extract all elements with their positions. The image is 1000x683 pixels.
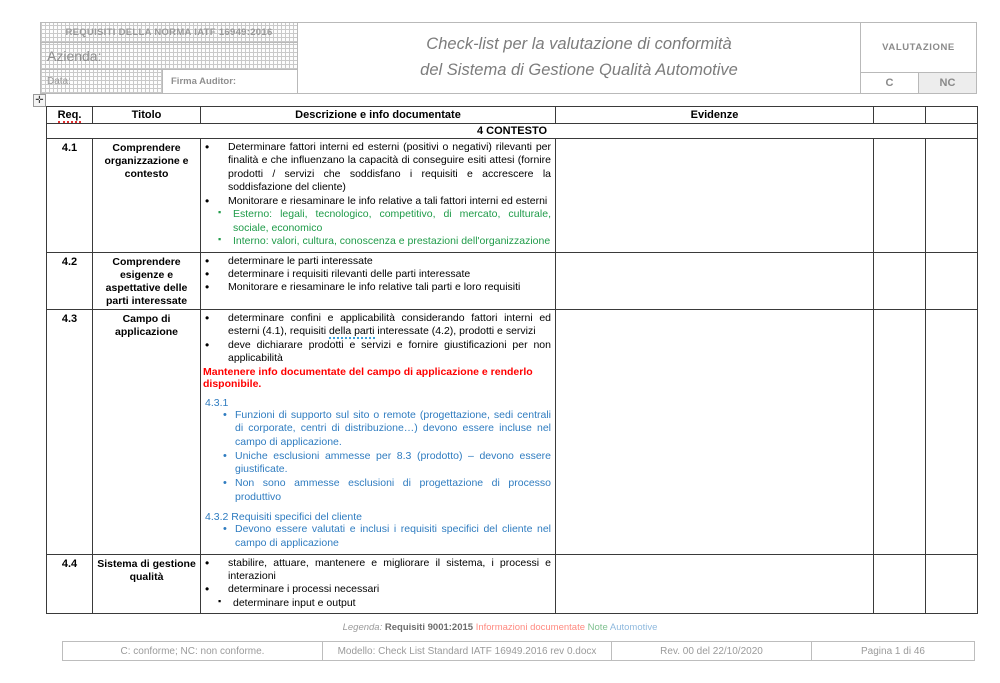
legend-informazioni-documentate: Informazioni documentate <box>475 622 586 633</box>
column-header-req-label: Req. <box>57 109 82 121</box>
red-mandatory-note: Mantenere info documentate del campo di applicazione e renderlo disponibile. <box>203 365 533 390</box>
data-field[interactable]: Data: <box>41 70 163 93</box>
column-header-evidenze: Evidenze <box>556 107 874 124</box>
bullet-list <box>203 255 551 295</box>
row-evidenze[interactable] <box>556 310 874 555</box>
row-descrizione <box>201 139 556 253</box>
bullet-list <box>203 312 551 366</box>
footer-modello: Modello: Check List Standard IATF 16949.2016 rev 0.docx <box>323 642 612 660</box>
row-titolo: Sistema di gestione qualità <box>93 554 201 614</box>
table-row <box>47 139 978 253</box>
legend-automotive: Automotive <box>609 622 658 633</box>
subsection-431-label: 4.3.1 <box>205 396 229 409</box>
valutazione-block <box>861 23 976 93</box>
row-valutazione-c[interactable] <box>874 310 926 555</box>
list-item <box>216 312 551 339</box>
row-valutazione-nc[interactable] <box>926 554 978 614</box>
table-row <box>47 310 978 555</box>
footer-revisione: Rev. 00 del 22/10/2020 <box>612 642 812 660</box>
table-header-row <box>47 107 978 124</box>
row-descrizione <box>201 310 556 555</box>
list-item: • Funzioni di supporto sul sito o remote (progettazione, sedi centrali di corporate, centri di distribuzione…) devono essere incluse nel campo di applicazione. <box>235 409 551 450</box>
row-descrizione <box>201 554 556 614</box>
row-valutazione-nc[interactable] <box>926 310 978 555</box>
list-item: • Non sono ammesse esclusioni di progettazione di processo produttivo <box>235 477 551 504</box>
list-item-misspelled-text: della parti <box>328 325 375 338</box>
list-item-text-b: interessate (4.2), prodotti e servizi <box>374 325 536 338</box>
list-item: • Uniche esclusioni ammesse per 8.3 (prodotto) – devono essere giustificate. <box>235 450 551 477</box>
column-header-c <box>874 107 926 124</box>
row-valutazione-nc[interactable] <box>926 252 978 310</box>
firma-auditor-field[interactable]: Firma Auditor: <box>171 76 237 87</box>
legend-requisiti: Requisiti 9001:2015 <box>384 622 474 633</box>
norma-label: REQUISITI DELLA NORMA IATF 16949:2016 <box>41 23 297 43</box>
bullet-sublist-blue <box>203 409 551 504</box>
row-evidenze[interactable] <box>556 554 874 614</box>
row-valutazione-nc[interactable] <box>926 139 978 253</box>
section-title-row <box>47 124 978 139</box>
list-item: ▪ determinare input e output <box>231 597 551 610</box>
row-valutazione-c[interactable] <box>874 554 926 614</box>
header-date-row <box>41 70 297 93</box>
list-item: • determinare i requisiti rilevanti delle parti interessate <box>216 268 551 281</box>
document-header <box>40 22 977 94</box>
list-item: • Devono essere valutati e inclusi i requisiti specifici del cliente nel campo di applicazione <box>235 523 551 550</box>
list-item-text-a: determinare confini e applicabilità considerando fattori interni ed esterni (4.1), requisiti <box>228 312 551 338</box>
table-row <box>47 252 978 310</box>
subsection-431 <box>203 397 551 504</box>
document-title-line1: Check-list per la valutazione di conformità <box>426 35 732 54</box>
row-evidenze[interactable] <box>556 139 874 253</box>
bullet-list <box>203 557 551 597</box>
bullet-list <box>203 141 551 208</box>
valutazione-nc-header: NC <box>919 73 976 93</box>
column-header-descrizione: Descrizione e info documentate <box>201 107 556 124</box>
footer-pagina: Pagina 1 di 46 <box>861 645 925 657</box>
table-row <box>47 554 978 614</box>
footer-conformita: C: conforme; NC: non conforme. <box>63 642 323 660</box>
list-item: ▪ Esterno: legali, tecnologico, competitivo, di mercato, culturale, sociale, economico <box>231 208 551 235</box>
legend-note: Note <box>587 622 608 633</box>
table-move-handle-icon[interactable]: ✛ <box>33 94 46 107</box>
document-title-line2: del Sistema di Gestione Qualità Automotive <box>420 61 738 79</box>
list-item: • determinare i processi necessari <box>216 583 551 596</box>
list-item: ▪ Interno: valori, cultura, conoscenza e prestazioni dell'organizzazione <box>231 235 551 248</box>
bullet-sublist <box>203 597 551 610</box>
row-req: 4.2 <box>47 252 93 310</box>
section-title-contesto: 4 CONTESTO <box>47 124 978 139</box>
list-item: • stabilire, attuare, mantenere e migliorare il sistema, i processi e interazioni <box>216 557 551 584</box>
column-header-titolo: Titolo <box>93 107 201 124</box>
document-footer <box>62 641 975 661</box>
valutazione-columns <box>861 73 976 93</box>
row-valutazione-c[interactable] <box>874 139 926 253</box>
row-req: 4.4 <box>47 554 93 614</box>
legend <box>0 622 1000 633</box>
valutazione-label: VALUTAZIONE <box>861 23 976 73</box>
subsection-432 <box>203 511 551 550</box>
subsection-432-label: 4.3.2 Requisiti specifici del cliente <box>205 511 362 524</box>
row-descrizione <box>201 252 556 310</box>
list-item: • determinare le parti interessate <box>216 255 551 268</box>
row-req: 4.3 <box>47 310 93 555</box>
list-item: • deve dichiarare prodotti e servizi e fornire giustificazioni per non applicabilità <box>216 339 551 366</box>
valutazione-c-header: C <box>861 73 919 93</box>
bullet-sublist-green <box>203 208 551 248</box>
list-item: • Monitorare e riesaminare le info relative tali parti e loro requisiti <box>216 281 551 294</box>
column-header-nc <box>926 107 978 124</box>
row-evidenze[interactable] <box>556 252 874 310</box>
document-title <box>298 23 861 93</box>
column-header-req <box>47 107 93 124</box>
header-identification-block <box>41 23 298 93</box>
list-item: • Monitorare e riesaminare le info relative a tali fattori interni ed esterni <box>216 195 551 208</box>
row-titolo: Comprendere esigenze e aspettative delle parti interessate <box>93 252 201 310</box>
legend-label: Legenda: <box>342 622 383 633</box>
row-valutazione-c[interactable] <box>874 252 926 310</box>
row-titolo: Campo di applicazione <box>93 310 201 555</box>
azienda-field[interactable]: Azienda: <box>41 43 297 70</box>
bullet-sublist-blue-2 <box>203 523 551 550</box>
row-titolo: Comprendere organizzazione e contesto <box>93 139 201 253</box>
checklist-table <box>46 106 978 614</box>
row-req: 4.1 <box>47 139 93 253</box>
list-item: • Determinare fattori interni ed esterni (positivi o negativi) rilevanti per finalità e che influenzano la capacità di conseguire esiti attesi (fornire prodotti / servizi che soddisfano i requisiti e accrescere la soddisfazione del cliente) <box>216 141 551 195</box>
